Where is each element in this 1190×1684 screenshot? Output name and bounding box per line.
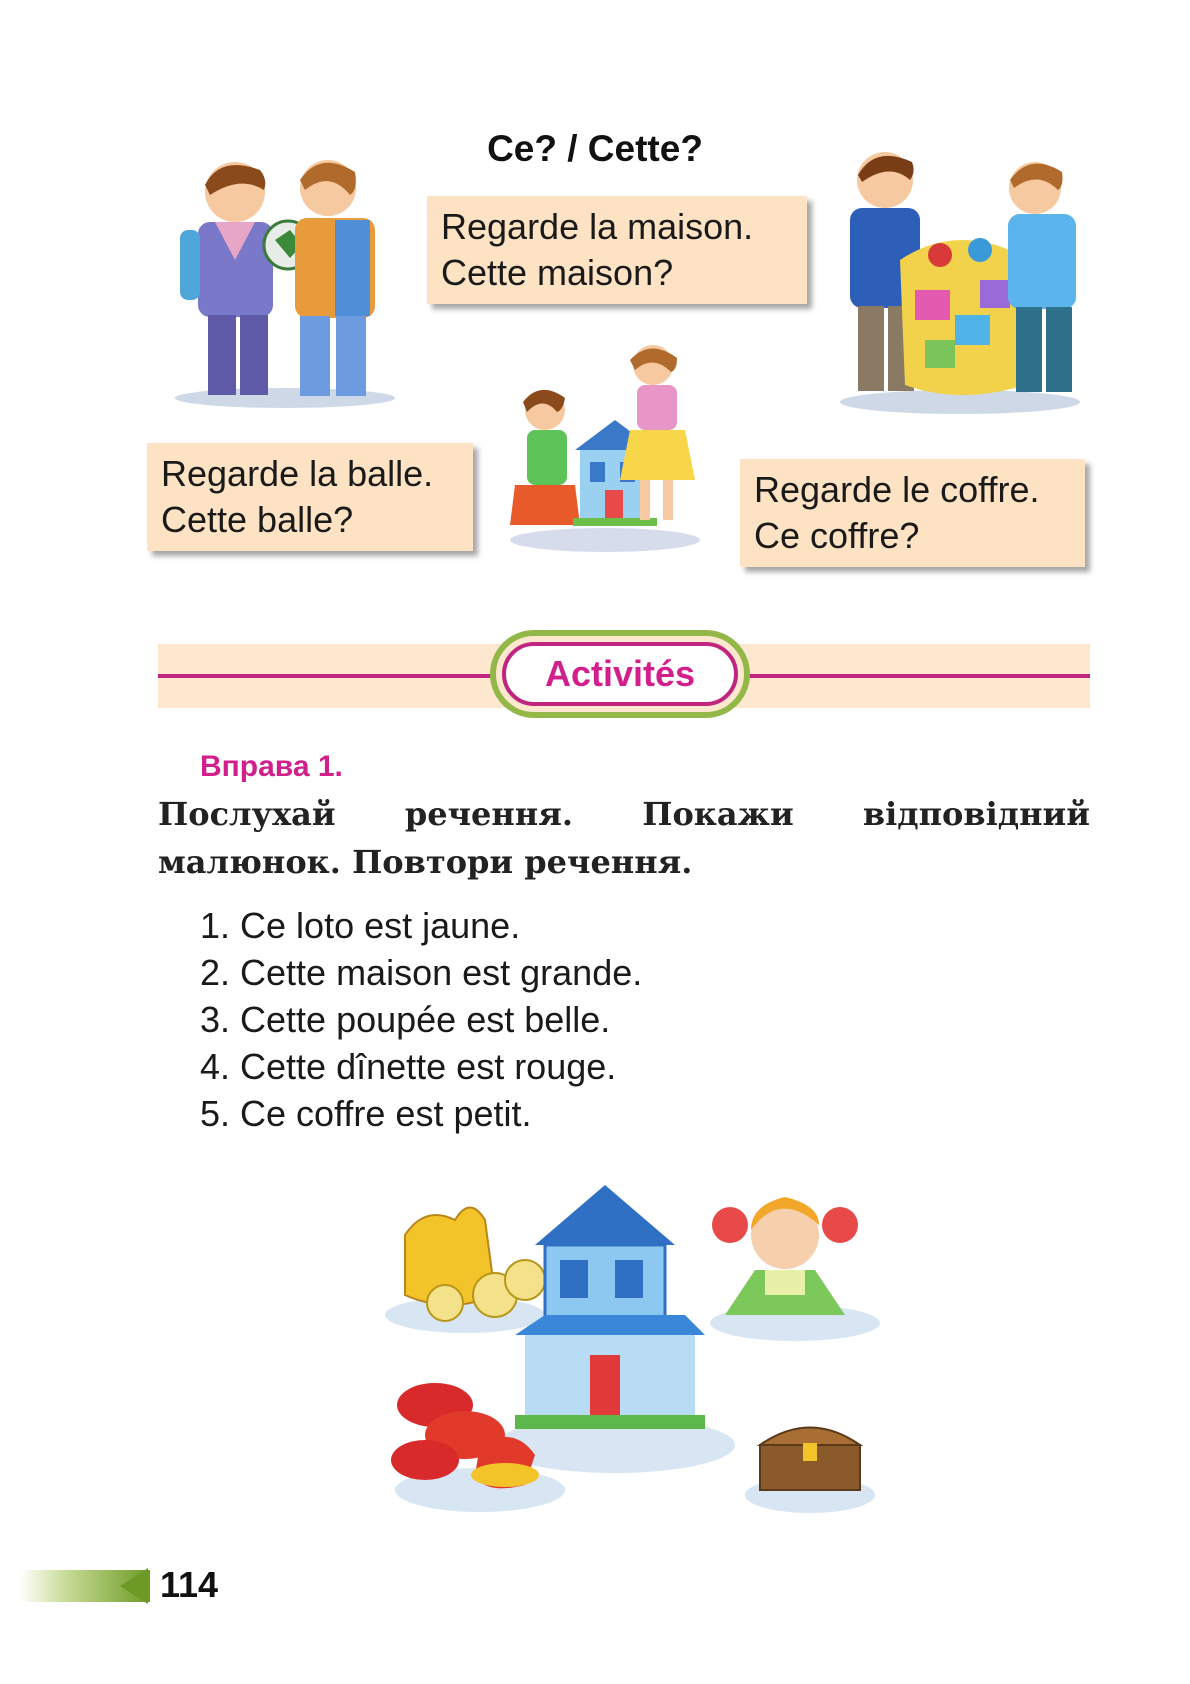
exercise-instruction: Послухай речення. Покажи відповідний малюнок. Повтори речення.: [158, 795, 1090, 881]
bubble-line: Cette balle?: [161, 499, 354, 540]
page-number: 114: [160, 1564, 219, 1605]
bubble-line: Ce coffre?: [754, 515, 920, 556]
footer-arrow-icon: [120, 1568, 148, 1604]
page-heading: Ce? / Cette?: [487, 128, 703, 169]
speech-bubble-balle: [147, 443, 473, 551]
boys-with-ball-illustration: [160, 150, 410, 410]
sentence-list: [200, 902, 642, 1137]
section-banner: [490, 630, 750, 718]
boys-with-toy-bag-illustration: [830, 140, 1090, 415]
section-banner-title: Activités: [502, 642, 738, 706]
bubble-line: Cette maison?: [441, 252, 674, 293]
toys-illustration: [385, 1175, 905, 1520]
list-item: 2. Cette maison est grande.: [200, 952, 643, 993]
list-item: 3. Cette poupée est belle.: [200, 999, 611, 1040]
list-item: 1. Ce loto est jaune.: [200, 905, 521, 946]
speech-bubble-coffre: [740, 459, 1085, 567]
speech-bubble-maison: [427, 196, 807, 304]
girls-with-doll-house-illustration: [505, 340, 705, 555]
exercise-label: Вправа 1.: [200, 750, 343, 783]
bubble-line: Regarde le coffre.: [754, 469, 1040, 510]
list-item: 4. Cette dînette est rouge.: [200, 1046, 617, 1087]
bubble-line: Regarde la maison.: [441, 206, 754, 247]
list-item: 5. Ce coffre est petit.: [200, 1093, 532, 1134]
bubble-line: Regarde la balle.: [161, 453, 434, 494]
